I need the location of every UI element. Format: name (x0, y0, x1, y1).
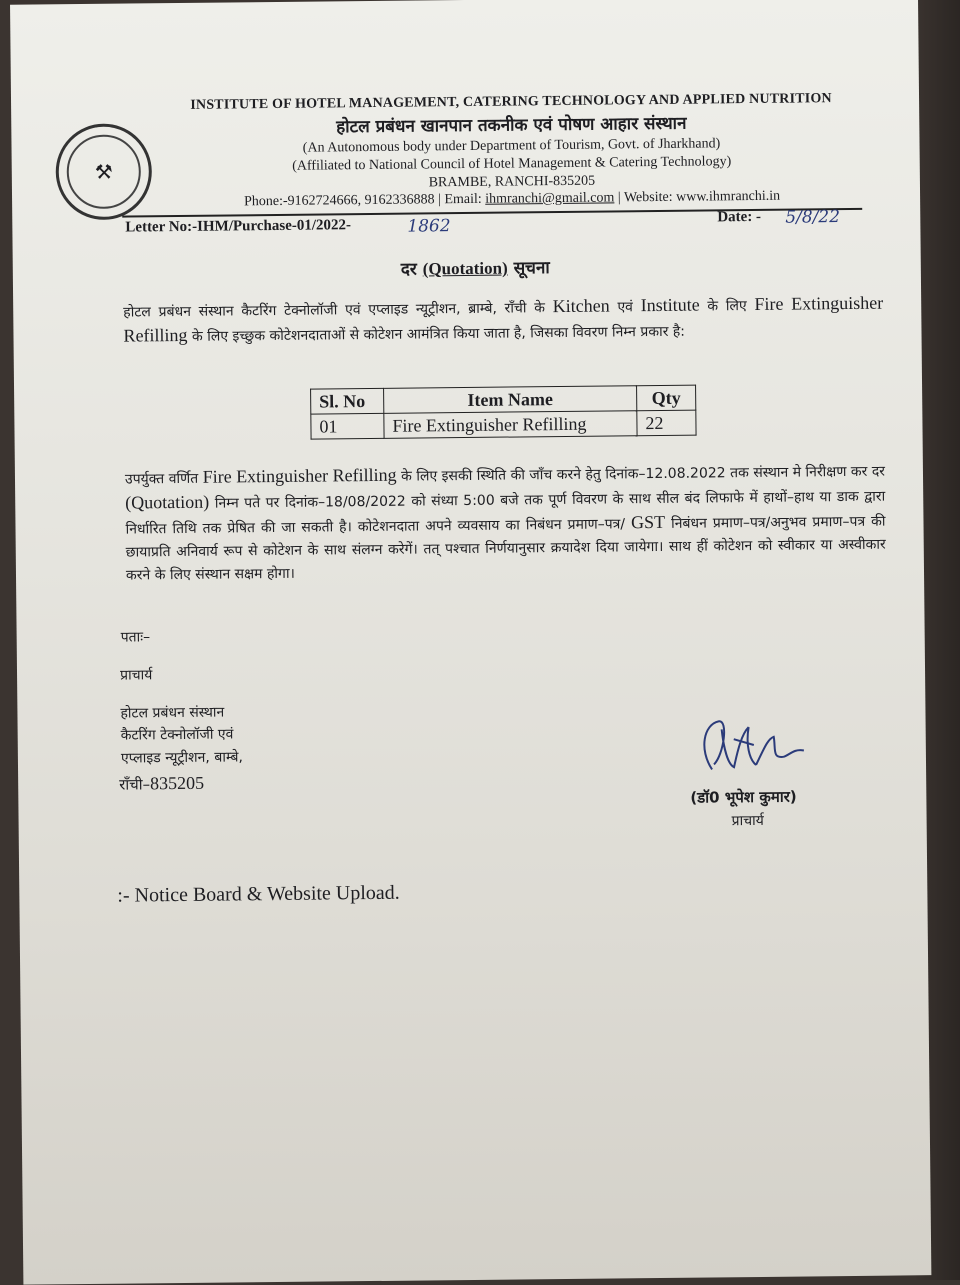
intro-paragraph (123, 292, 883, 350)
p1-text-a: होटल प्रबंधन संस्थान कैटरिंग टेक्नोलॉजी एवं एप्लाइड न्यूट्रीशन, ब्राम्बे, राँची के (123, 300, 546, 321)
signature-image (693, 708, 824, 789)
title-suchna: सूचना (513, 258, 550, 279)
contact-line: Phone:-9162724666, 9162336888 | Email: ihmranchi@gmail.com | Website: www.ihmranchi.in (243, 188, 781, 210)
col-sl-no: Sl. No (311, 388, 384, 414)
p1-kitchen: Kitchen (552, 295, 610, 317)
signatory-title: प्राचार्य (731, 812, 764, 830)
col-qty: Qty (637, 385, 696, 411)
cell-qty: 22 (637, 410, 696, 436)
p2-text-c: निम्न पते पर दिनांक–18/08/2022 को संध्या 5:00 बजे तक पूर्ण विवरण के साथ सील बंद लिफाफे में हाथों–हाथ या डाक द्वारा निर्धारित तिथि तक प्रेषित की जा सकती है। कोटेशनदाता अपने व्यवसाय का निबंधन प्रमाण–पत्र/ (125, 488, 886, 538)
p2-text-a: उपर्युक्त वर्णित (124, 470, 199, 488)
p2-quotation: (Quotation) (125, 491, 210, 513)
address-line-4 (119, 773, 204, 795)
letter-number-label: Letter No:-IHM/Purchase-01/2022- (125, 217, 352, 236)
p2-text-d: निबंधन प्रमाण–पत्र/अनुभव प्रमाण–पत्र की छायाप्रति अनिवार्य रूप से कोटेशन के साथ संलग्न करेगें। तत् पश्चात निर्णयानुसार क्रयादेश दिया जायेगा। साथ हीं कोटेशन को स्वीकार या अस्वीकार करने के लिए संस्थान सक्षम होगा। (125, 513, 886, 584)
institute-logo (55, 123, 152, 220)
email-label: Email: (444, 191, 482, 208)
address-city: राँची– (119, 775, 151, 794)
p2-fire: Fire Extinguisher Refilling (202, 464, 397, 487)
address-line-2: कैटरिंग टेक्नोलॉजी एवं (120, 726, 234, 744)
address-pracharya: प्राचार्य (119, 667, 153, 684)
title-quotation: (Quotation) (422, 258, 508, 279)
notice-title (401, 255, 550, 280)
address-line-1: होटल प्रबंधन संस्थान (120, 704, 225, 722)
title-dar: दर (400, 259, 417, 280)
copy-to-footer: :- Notice Board & Website Upload. (117, 881, 400, 907)
website-link[interactable]: Website: www.ihmranchi.in (623, 188, 781, 206)
col-item-name: Item Name (384, 386, 637, 414)
signatory-name: (डॉ0 भूपेश कुमार) (690, 787, 797, 807)
p2-text-b: के लिए इसकी स्थिति की जाँच करने हेतु दिनांक–12.08.2022 तक संस्थान मे निरीक्षण कर दर (400, 463, 886, 485)
table-row (311, 410, 696, 439)
p1-text-b: एवं (617, 299, 634, 316)
details-paragraph (125, 459, 886, 588)
email-link[interactable]: ihmranchi@gmail.com (485, 190, 615, 207)
notice-document (10, 0, 931, 1285)
items-table (310, 385, 697, 440)
institute-name-en: INSTITUTE OF HOTEL MANAGEMENT, CATERING TECHNOLOGY AND APPLIED NUTRITION (190, 91, 832, 113)
p1-institute: Institute (640, 294, 700, 316)
cell-sl-no: 01 (311, 413, 384, 439)
letter-number-handwritten: 1862 (407, 216, 451, 237)
header-line-2: (Affiliated to National Council of Hotel Management & Catering Technology) (292, 154, 732, 174)
phone: Phone:-9162724666, 9162336888 (243, 192, 435, 210)
crossed-tools-icon: ⚒ (66, 134, 141, 209)
cell-item-name: Fire Extinguisher Refilling (384, 411, 637, 439)
p1-fire: Fire Extinguisher Refilling (123, 292, 884, 346)
address-label: पताः– (120, 629, 151, 646)
p1-text-c: के लिए (707, 298, 747, 315)
date-handwritten: 5/8/22 (785, 207, 841, 228)
address-line-3: एप्लाइड न्यूट्रीशन, बाम्बे, (120, 749, 243, 767)
institute-name-hi: होटल प्रबंधन खानपान तकनीक एवं पोषण आहार संस्थान (336, 113, 687, 138)
p2-gst: GST (630, 511, 666, 533)
header-address: BRAMBE, RANCHI-835205 (428, 173, 596, 191)
address-pin: 835205 (150, 772, 205, 794)
header-line-1: (An Autonomous body under Department of Tourism, Govt. of Jharkhand) (302, 136, 721, 156)
p1-text-d: के लिए इच्छुक कोटेशनदाताओं से कोटेशन आमंत्रित किया जाता है, जिसका विवरण निम्न प्रकार है: (191, 323, 686, 345)
date-label: Date: - (717, 208, 762, 226)
